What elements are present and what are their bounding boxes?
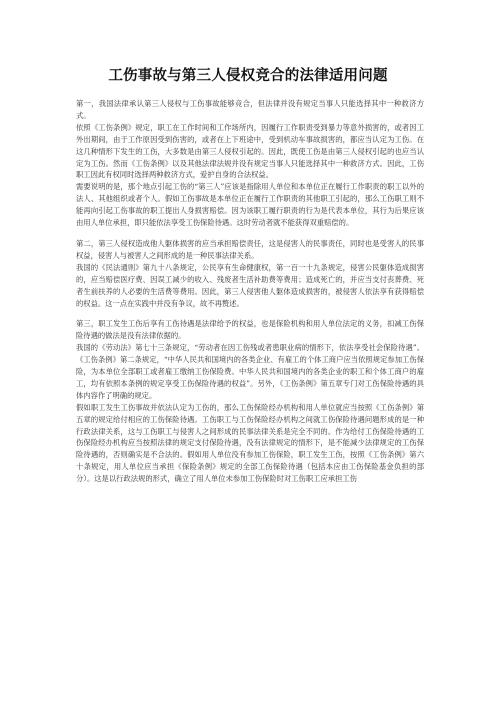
document-title: 工伤事故与第三人侵权竞合的法律适用问题 <box>108 68 388 84</box>
paragraph-3: 需要说明的是，那个地点引起工伤的“第三人”应该是指除用人单位和本单位正在履行工作职责的职工以外的法人、其他组织或者个人。假如工伤事故是本单位正在履行工作职责的其他职工引起的，那么工伤职工则不能再向引起工伤事故的职工提出人身损害赔偿。因为该职工履行职责的行为是代表本单位，其行为后果应该由用人单位承担，即只能依法享受工伤保险待遇。这时劳动者就不能获得双重赔偿的。 <box>76 182 424 228</box>
paragraph-6: 第三，职工发生工伤后享有工伤待遇是法律给予的权益，也是保险机构和用人单位法定的义务，扣减工伤保险待遇的做法是没有法律依据的。 <box>76 319 424 341</box>
document-body <box>76 98 424 485</box>
paragraph-4: 第二，第三人侵权造成他人躯体损害的应当承担赔偿责任，这是侵害人的民事责任，同时也是受害人的民事权益，侵害人与被害人之间形成的是一种民事法律关系。 <box>76 238 424 260</box>
paragraph-7: 我国的《劳动法》第七十三条规定，“劳动者在因工伤残或者患职业病的情形下，依法享受社会保险待遇”。《工伤条例》第二条规定，“中华人民共和国境内的各类企业、有雇工的个体工商户应当依照规定参加工伤保险，为本单位全部职工或者雇工缴纳工伤保险费。中华人民共和国境内的各类企业的职工和个体工商户的雇工，均有依照本条例的规定享受工伤保险待遇的权益”。另外，《工伤条例》第五章专门对工伤保险待遇的具体内容作了明确的规定。 <box>76 343 424 400</box>
paragraph-8: 假如职工发生工伤事故并依法认定为工伤的，那么工伤保险经办机构和用人单位就应当按照《工伤条例》第五章的规定给付相应的工伤保险待遇。工伤职工与工伤保险经办机构之间就工伤保险待遇问题形成的是一种行政法律关系，这与工伤职工与侵害人之间形成的民事法律关系是完全不同的。作为给付工伤保险待遇的工伤保险经办机构应当按照法律的规定支付保险待遇，没有法律规定的情形下，是不能减少法律规定的工伤保险待遇的，否则确实是不合法的。假如用人单位没有参加工伤保险，职工发生工伤，按照《工伤条例》第六十条规定，用人单位应当承担《保险条例》规定的全部工伤保险待遇（包括本应由工伤保险基金负担的部分）。这是以行政法规的形式，确立了用人单位未参加工伤保险时对工伤职工应承担工伤 <box>76 402 424 484</box>
paragraph-5: 我国的《民法通则》第九十八条规定，公民享有生命健康权，第一百一十九条规定，侵害公民躯体造成损害的，应当赔偿医疗费、因误工减少的收入、残废者生活补助费等费用；造成死亡的，并应当支付丧葬费、死者生前扶养的人必要的生活费等费用。因此，第三人侵害他人躯体造成损害的，被侵害人依法享有获得赔偿的权益。这一点在实践中并没有争议，故不再赘述。 <box>76 262 424 308</box>
paragraph-spacer <box>76 309 424 318</box>
paragraph-spacer <box>76 229 424 238</box>
paragraph-1: 第一，我国法律承认第三人侵权与工伤事故能够竞合，但法律并没有规定当事人只能选择其中一种救济方式。 <box>76 99 424 120</box>
paragraph-2: 依照《工伤条例》规定，职工在工作时间和工作场所内，因履行工作职责受到暴力等意外损害的，或者因工外出期间，由于工作原因受到伤害的，或者在上下班途中，受到机动车事故损害的，都应当认定为工伤。在这几种情形下发生的工伤，大多数是由第三人侵权引起的。因此，既使工伤是由第三人侵权引起的也应当认定为工伤。然而《工伤条例》以及其他法律法规并没有规定当事人只能选择其中一种救济方式。因此，工伤职工因此有权同时选择两种救济方式，爱护自身的合法权益。 <box>76 122 424 180</box>
